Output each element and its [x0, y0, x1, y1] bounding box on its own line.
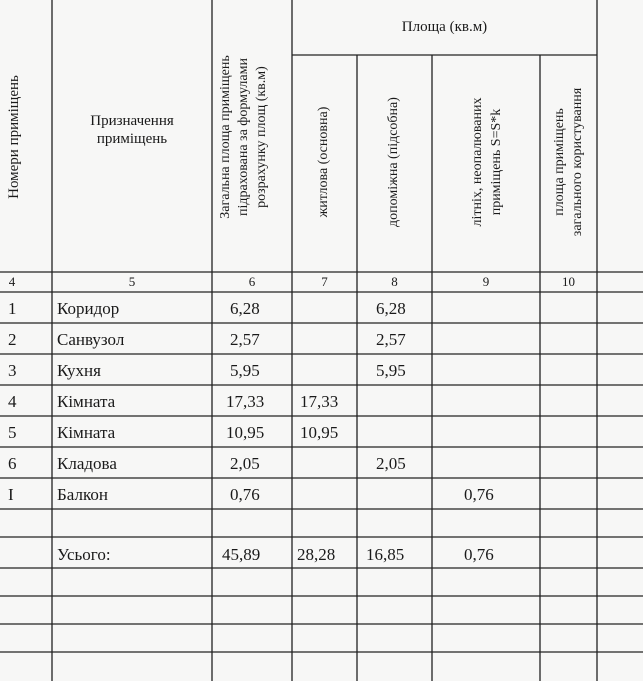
row-3-name: Кухня [57, 361, 101, 380]
header-total-area-line3: розрахунку площ (кв.м) [254, 66, 269, 208]
row-4-number: 4 [8, 392, 17, 411]
row-6-number: 6 [8, 454, 17, 473]
row-5-total: 10,95 [226, 423, 265, 442]
header-room-numbers: Номери приміщень [6, 75, 22, 199]
header-common-area-line2: загального користування [570, 87, 585, 237]
row-1-total: 6,28 [230, 299, 260, 318]
column-number-7: 7 [321, 274, 328, 289]
row-2-name: Санвузол [57, 330, 125, 349]
row-1-number: 1 [8, 299, 17, 318]
column-number-6: 6 [248, 274, 256, 289]
header-summer-area-line1: літніх, неопалюваних [470, 97, 485, 227]
row-5-living: 10,95 [300, 423, 339, 442]
row-3-aux: 5,95 [376, 361, 406, 380]
row-6-total: 2,05 [230, 454, 260, 473]
column-number-5: 5 [128, 274, 136, 289]
total-row-aux: 16,85 [366, 545, 405, 564]
header-common-area-line1: площа приміщень [552, 108, 567, 216]
row-4-living: 17,33 [300, 392, 339, 411]
row-2-number: 2 [8, 330, 17, 349]
header-room-purpose: Призначення приміщень [90, 113, 174, 147]
row-7-summer: 0,76 [464, 485, 494, 504]
row-7-total: 0,76 [230, 485, 260, 504]
column-number-10: 10 [562, 274, 575, 289]
total-row-label: Усього: [57, 545, 111, 564]
row-1-name: Коридор [57, 299, 120, 318]
row-3-total: 5,95 [230, 361, 260, 380]
header-living-area: житлова (основна) [316, 106, 331, 218]
row-1-aux: 6,28 [376, 299, 406, 318]
header-summer-area-line2: приміщень S=S*k [489, 108, 504, 216]
row-3-number: 3 [8, 361, 17, 380]
total-row-summer: 0,76 [464, 545, 494, 564]
row-5-name: Кімната [57, 423, 116, 442]
header-total-area-line2: підрахована за формулами [236, 58, 251, 216]
column-number-4: 4 [8, 274, 16, 289]
column-number-9: 9 [482, 274, 490, 289]
row-4-total: 17,33 [226, 392, 265, 411]
header-auxiliary-area: допоміжна (підсобна) [386, 97, 401, 227]
row-7-name: Балкон [57, 485, 108, 504]
total-row-total: 45,89 [222, 545, 261, 564]
row-4-name: Кімната [57, 392, 116, 411]
row-2-aux: 2,57 [376, 330, 406, 349]
row-5-number: 5 [8, 423, 17, 442]
total-row-living: 28,28 [297, 545, 336, 564]
row-7-number: I [8, 485, 14, 504]
row-6-name: Кладова [57, 454, 117, 473]
header-total-area-line1: Загальна площа приміщень [218, 55, 233, 219]
row-2-total: 2,57 [230, 330, 260, 349]
header-area-group: Площа (кв.м) [401, 19, 488, 35]
row-6-aux: 2,05 [376, 454, 406, 473]
column-number-8: 8 [391, 274, 398, 289]
